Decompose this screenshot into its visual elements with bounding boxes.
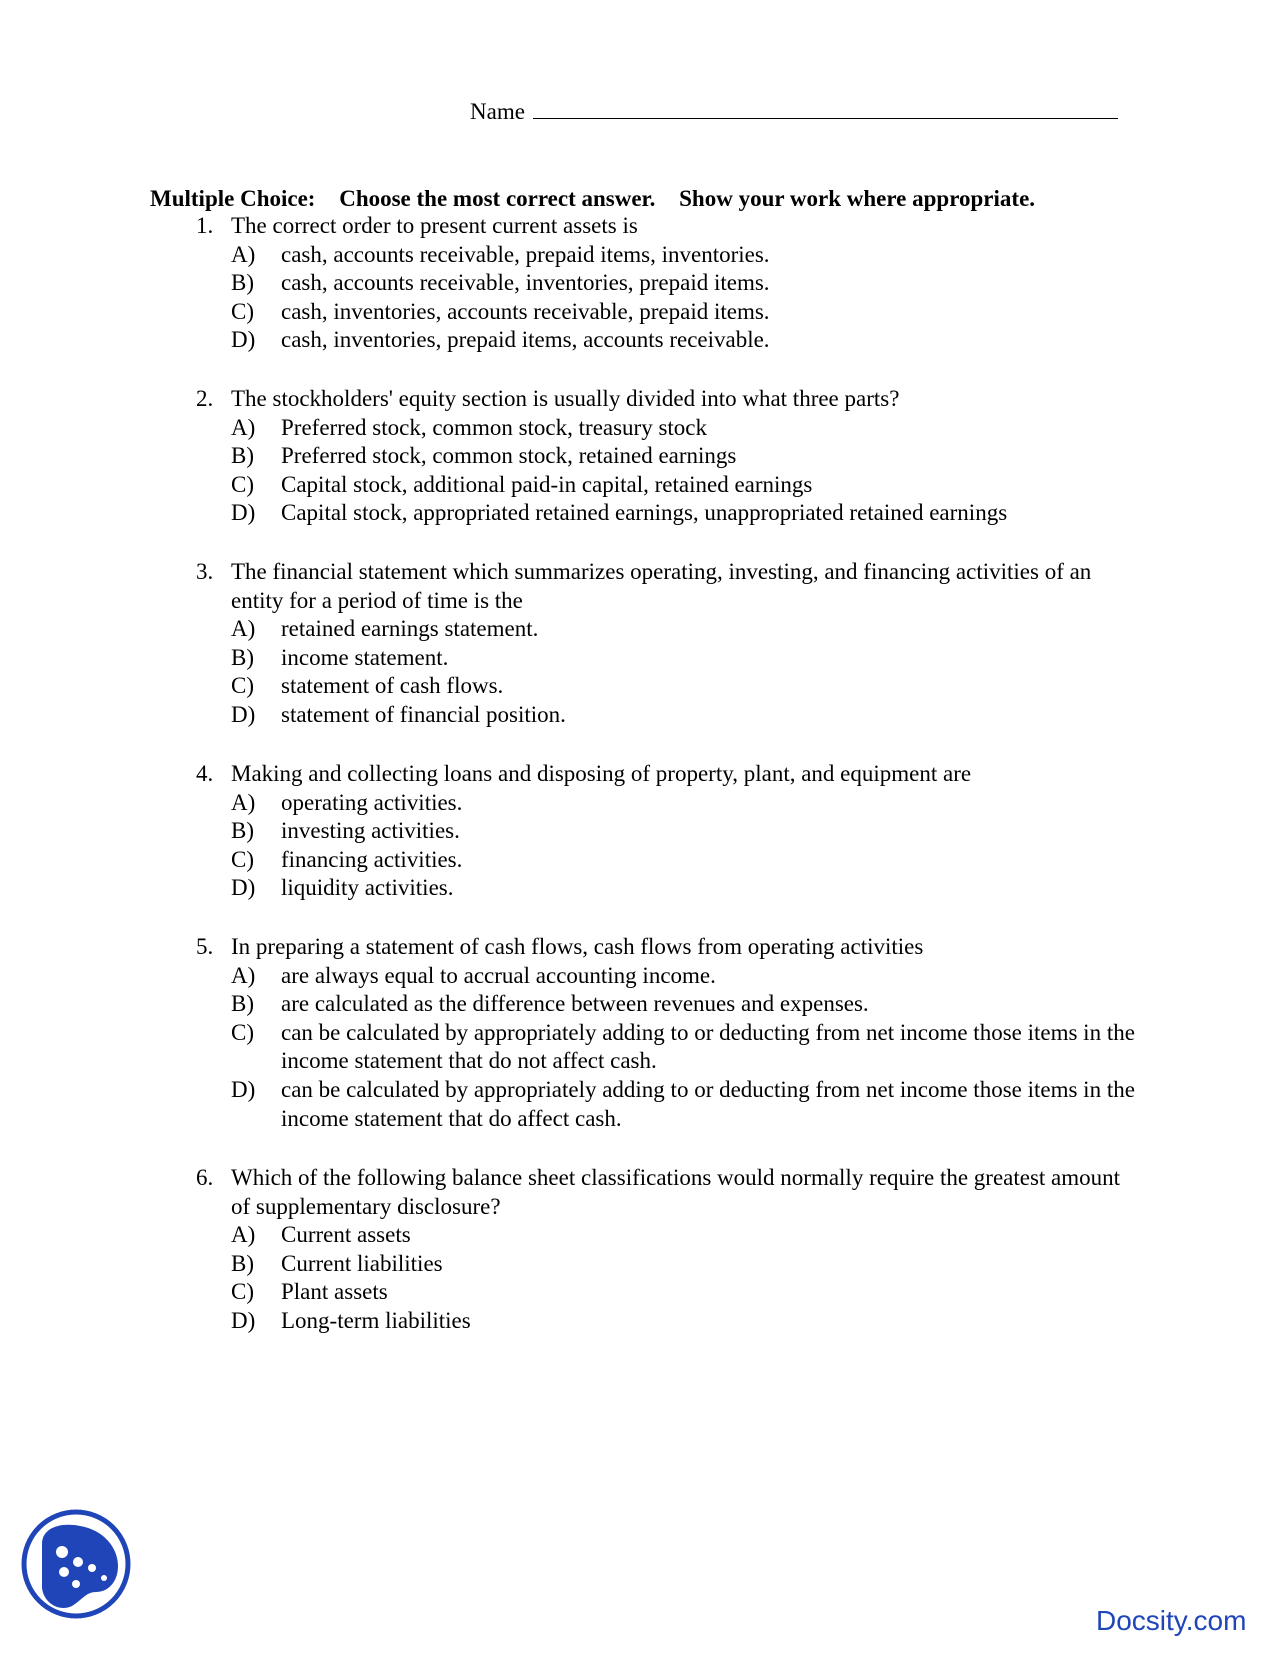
option-text: Plant assets (281, 1279, 388, 1305)
option-letter: B) (231, 818, 254, 844)
option-a (196, 414, 1136, 443)
option-c (196, 1278, 1136, 1307)
option-c (196, 298, 1136, 327)
option-letter: C) (231, 298, 254, 324)
option-text: statement of financial position. (281, 701, 566, 727)
option-letter: D) (231, 875, 256, 901)
option-letter: A) (231, 1222, 256, 1248)
option-letter: B) (231, 270, 254, 296)
option-a (196, 962, 1136, 991)
question-stem (196, 212, 1136, 241)
option-letter: A) (231, 616, 256, 642)
option-text: operating activities. (281, 789, 463, 815)
option-text: are calculated as the difference between revenues and expenses. (281, 991, 869, 1017)
option-text: Preferred stock, common stock, treasury stock (281, 414, 708, 440)
option-d (196, 1076, 1136, 1133)
option-c (196, 672, 1136, 701)
docsity-brand-link[interactable]: Docsity.com (1096, 1605, 1247, 1636)
option-letter: B) (231, 1250, 254, 1276)
option-d (196, 701, 1136, 730)
option-letter: D) (231, 500, 256, 526)
option-text: Capital stock, additional paid-in capital, retained earnings (281, 471, 813, 497)
option-text: Long-term liabilities (281, 1307, 471, 1333)
option-d (196, 1307, 1136, 1336)
option-b (196, 644, 1136, 673)
option-text: liquidity activities. (281, 875, 454, 901)
option-text: are always equal to accrual accounting income. (281, 962, 716, 988)
question-1 (196, 212, 1136, 355)
option-letter: D) (231, 327, 256, 353)
question-stem (196, 1164, 1136, 1221)
question-number: 3. (196, 559, 214, 584)
option-letter: D) (231, 1307, 256, 1333)
question-number: 2. (196, 386, 214, 411)
question-3 (196, 558, 1136, 730)
instructions-text-1: Choose the most correct answer. (339, 186, 656, 211)
question-number: 5. (196, 934, 214, 959)
question-stem (196, 933, 1136, 962)
option-d (196, 326, 1136, 355)
option-letter: D) (231, 701, 256, 727)
instructions-text-2: Show your work where appropriate. (679, 186, 1036, 211)
question-text: The correct order to present current assets is (231, 213, 638, 238)
option-letter: C) (231, 471, 254, 497)
question-text: In preparing a statement of cash flows, cash flows from operating activities (231, 934, 924, 959)
name-field (470, 96, 1118, 127)
option-c (196, 1019, 1136, 1076)
question-text: Which of the following balance sheet classifications would normally require the greatest amount of supplementary disclosure? (231, 1165, 1121, 1219)
option-letter: B) (231, 644, 254, 670)
option-text: investing activities. (281, 818, 460, 844)
docsity-logo-icon (20, 1508, 132, 1620)
question-stem (196, 558, 1136, 615)
option-letter: C) (231, 673, 254, 699)
option-letter: A) (231, 241, 256, 267)
option-letter: C) (231, 1279, 254, 1305)
option-d (196, 874, 1136, 903)
option-c (196, 471, 1136, 500)
option-text: cash, inventories, accounts receivable, prepaid items. (281, 298, 770, 324)
option-a (196, 789, 1136, 818)
name-blank-line (533, 96, 1118, 119)
option-b (196, 1250, 1136, 1279)
option-text: Capital stock, appropriated retained earnings, unappropriated retained earnings (281, 500, 1008, 526)
question-text: The stockholders' equity section is usually divided into what three parts? (231, 386, 900, 411)
option-text: income statement. (281, 644, 449, 670)
question-6 (196, 1164, 1136, 1336)
question-number: 6. (196, 1165, 214, 1190)
option-text: cash, accounts receivable, prepaid items, inventories. (281, 241, 770, 267)
option-letter: A) (231, 789, 256, 815)
question-4 (196, 760, 1136, 903)
option-a (196, 615, 1136, 644)
option-letter: D) (231, 1076, 256, 1102)
option-letter: C) (231, 1019, 254, 1045)
option-text: Preferred stock, common stock, retained earnings (281, 443, 737, 469)
question-2 (196, 385, 1136, 528)
option-a (196, 1221, 1136, 1250)
question-stem (196, 760, 1136, 789)
option-text: financing activities. (281, 846, 463, 872)
question-text: The financial statement which summarizes operating, investing, and financing activities of an entity for a period of time is the (231, 559, 1092, 613)
option-b (196, 990, 1136, 1019)
option-letter: C) (231, 846, 254, 872)
option-a (196, 241, 1136, 270)
option-letter: A) (231, 962, 256, 988)
question-5 (196, 933, 1136, 1133)
option-text: cash, accounts receivable, inventories, prepaid items. (281, 270, 770, 296)
question-stem (196, 385, 1136, 414)
option-text: statement of cash flows. (281, 673, 504, 699)
option-letter: A) (231, 414, 256, 440)
question-text: Making and collecting loans and disposing of property, plant, and equipment are (231, 761, 972, 786)
option-c (196, 846, 1136, 875)
question-number: 4. (196, 761, 214, 786)
option-b (196, 269, 1136, 298)
question-number: 1. (196, 213, 214, 238)
option-text: can be calculated by appropriately adding to or deducting from net income those items in the income statement that do affect cash. (281, 1076, 1135, 1131)
option-text: can be calculated by appropriately adding to or deducting from net income those items in the income statement that do not affect cash. (281, 1019, 1135, 1074)
instructions-heading: Multiple Choice: (150, 186, 316, 211)
name-label: Name (470, 99, 525, 124)
option-letter: B) (231, 443, 254, 469)
instructions (150, 185, 1053, 213)
option-b (196, 442, 1136, 471)
option-letter: B) (231, 991, 254, 1017)
option-text: cash, inventories, prepaid items, accounts receivable. (281, 327, 770, 353)
option-text: retained earnings statement. (281, 616, 539, 642)
option-text: Current liabilities (281, 1250, 443, 1276)
option-d (196, 499, 1136, 528)
option-b (196, 817, 1136, 846)
option-text: Current assets (281, 1222, 411, 1248)
